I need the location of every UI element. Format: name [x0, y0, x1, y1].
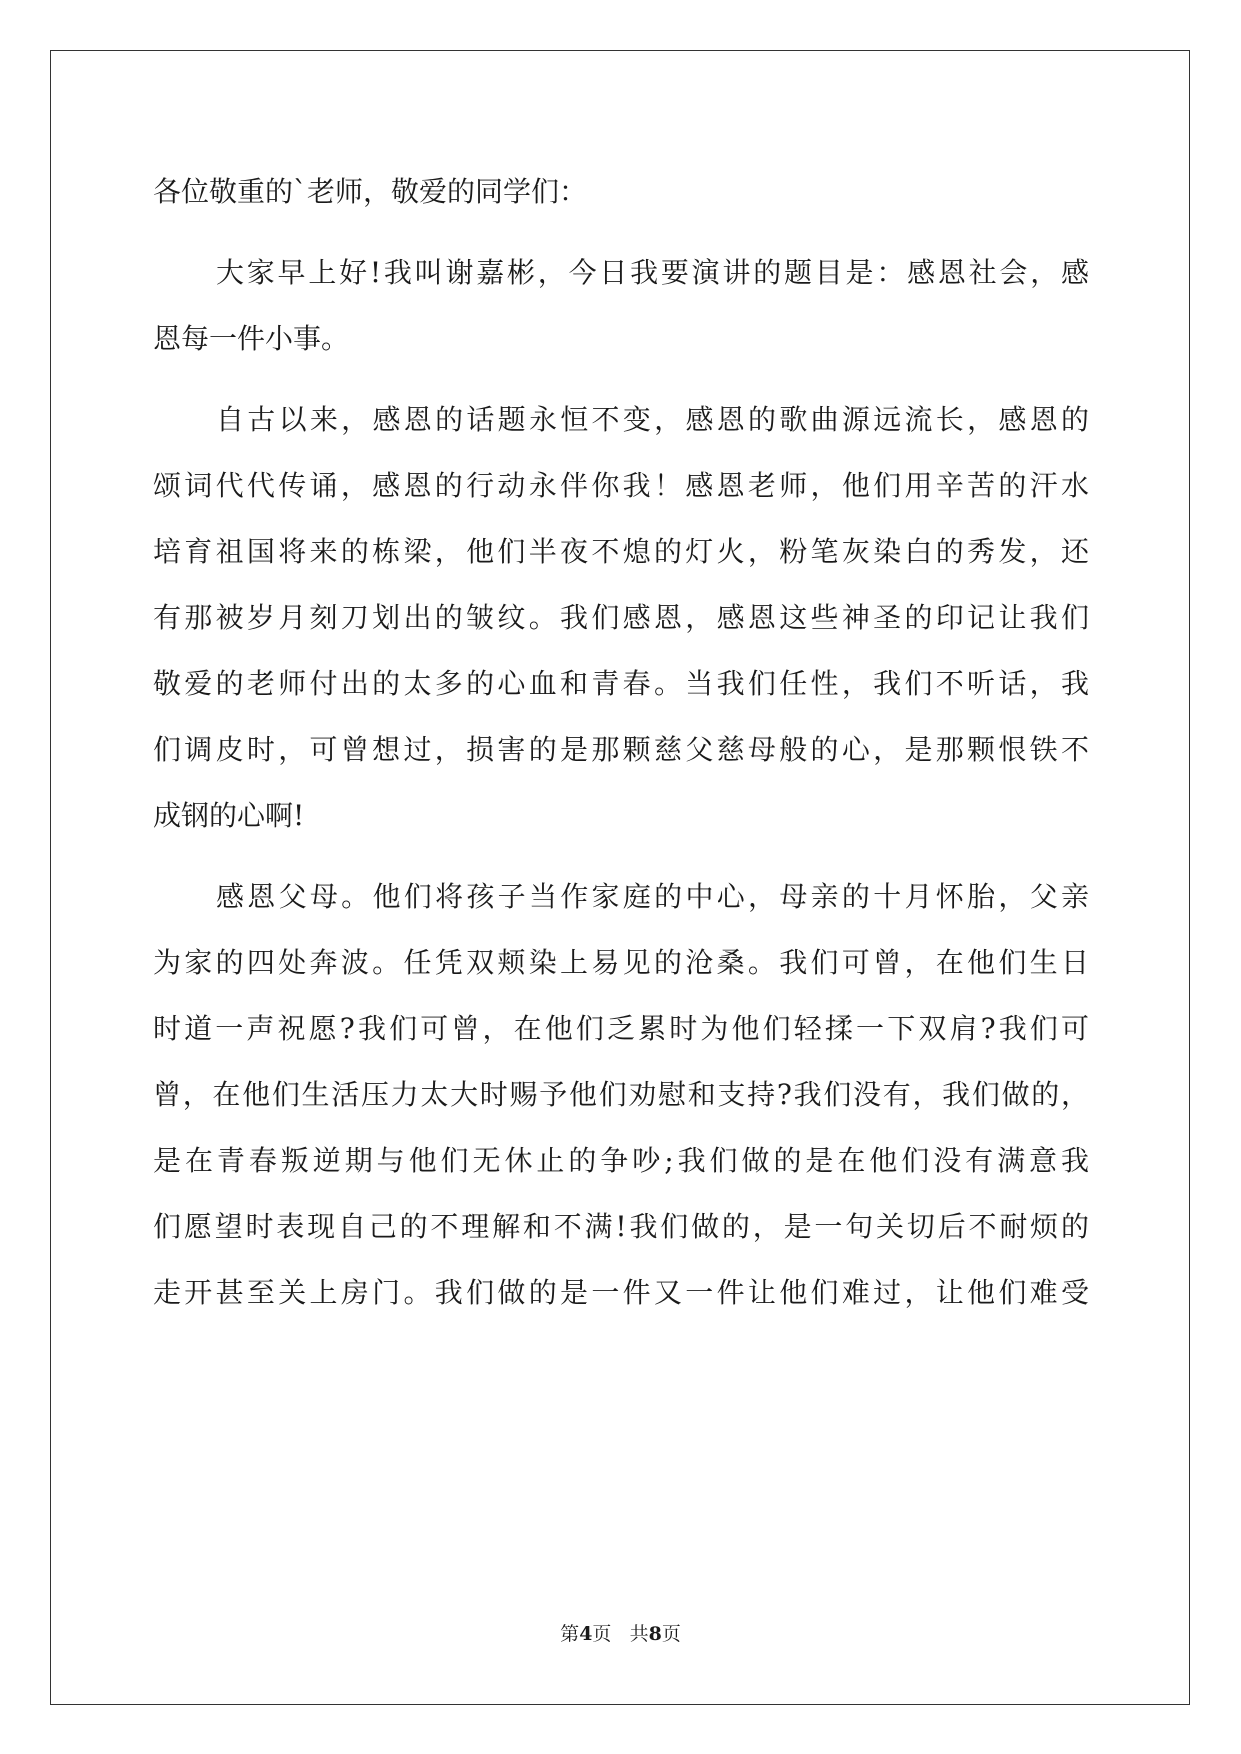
total-pages-number: 8: [648, 1623, 662, 1645]
footer-prefix: 第: [560, 1623, 580, 1645]
footer-total-prefix: 共: [629, 1623, 649, 1645]
footer-page-word: 页: [592, 1623, 612, 1645]
text-line-5: 颂词代代传诵，感恩的行动永伴你我！感恩老师，他们用辛苦的汗水: [153, 469, 1089, 502]
text-line-9: 们调皮时，可曾想过，损害的是那颗慈父慈母般的心，是那颗恨铁不: [153, 733, 1089, 766]
text-line-2: 大家早上好!我叫谢嘉彬，今日我要演讲的题目是：感恩社会，感: [216, 256, 1089, 289]
text-line-7: 有那被岁月刻刀划出的皱纹。我们感恩，感恩这些神圣的印记让我们: [153, 601, 1089, 634]
page-number-footer: [0, 1622, 1241, 1646]
text-line-8: 敬爱的老师付出的太多的心血和青春。当我们任性，我们不听话，我: [153, 667, 1089, 700]
current-page-number: 4: [579, 1623, 593, 1645]
text-line-16: 们愿望时表现自己的不理解和不满!我们做的，是一句关切后不耐烦的: [153, 1210, 1089, 1243]
text-line-14: 曾，在他们生活压力太大时赐予他们劝慰和支持?我们没有，我们做的，: [153, 1078, 1089, 1111]
footer-total-suffix: 页: [661, 1623, 681, 1645]
text-line-11: 感恩父母。他们将孩子当作家庭的中心，母亲的十月怀胎，父亲: [216, 880, 1089, 913]
text-line-3: 恩每一件小事。: [153, 322, 350, 355]
text-line-15: 是在青春叛逆期与他们无休止的争吵;我们做的是在他们没有满意我: [153, 1144, 1089, 1177]
text-line-12: 为家的四处奔波。任凭双颊染上易见的沧桑。我们可曾，在他们生日: [153, 946, 1089, 979]
text-line-10: 成钢的心啊!: [153, 799, 305, 832]
text-line-1: 各位敬重的`老师，敬爱的同学们：: [153, 175, 588, 208]
text-line-17: 走开甚至关上房门。我们做的是一件又一件让他们难过，让他们难受: [153, 1276, 1089, 1309]
text-line-4: 自古以来，感恩的话题永恒不变，感恩的歌曲源远流长，感恩的: [216, 403, 1089, 436]
text-line-6: 培育祖国将来的栋梁，他们半夜不熄的灯火，粉笔灰染白的秀发，还: [153, 535, 1089, 568]
text-line-13: 时道一声祝愿?我们可曾，在他们乏累时为他们轻揉一下双肩?我们可: [153, 1012, 1089, 1045]
